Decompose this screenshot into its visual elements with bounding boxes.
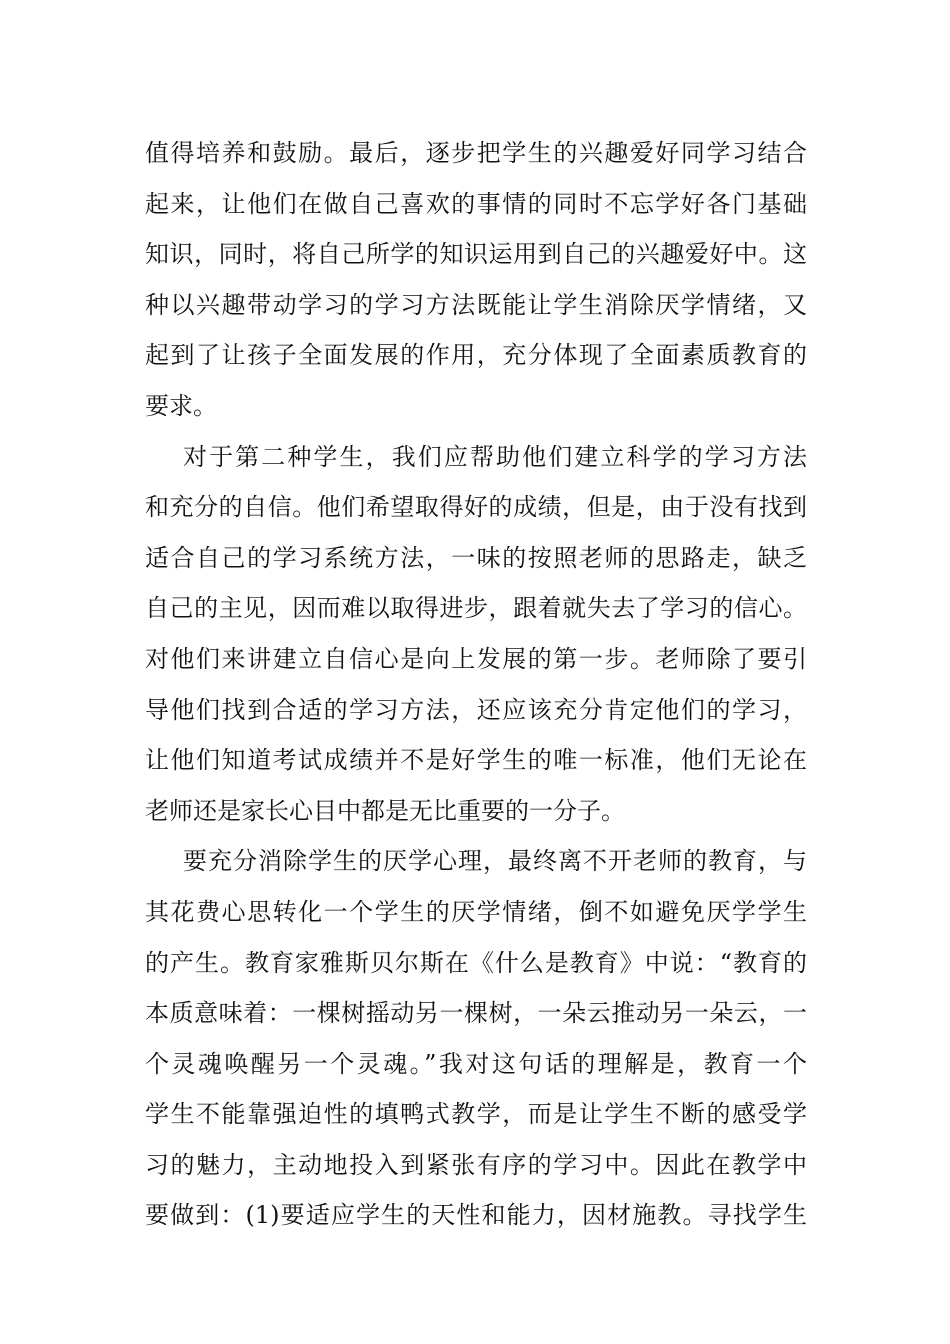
text-line: 学生不能靠强迫性的填鸭式教学，而是让学生不断的感受学	[145, 1100, 807, 1129]
text-line: 让他们知道考试成绩并不是好学生的唯一标准，他们无论在	[145, 746, 807, 775]
body-text	[145, 128, 807, 1241]
text-line: 其花费心思转化一个学生的厌学情绪，倒不如避免厌学学生	[145, 897, 807, 926]
text-line: 值得培养和鼓励。最后，逐步把学生的兴趣爱好同学习结合	[145, 139, 807, 167]
text-line: 自己的主见，因而难以取得进步，跟着就失去了学习的信心。	[145, 594, 807, 623]
paragraph-1	[145, 128, 807, 432]
text-line: 适合自己的学习系统方法，一味的按照老师的思路走，缺乏	[145, 543, 807, 572]
text-line: 习的魅力，主动地投入到紧张有序的学习中。因此在教学中	[145, 1150, 807, 1179]
paragraph-2	[145, 432, 807, 837]
text-line: 本质意味着：一棵树摇动另一棵树，一朵云推动另一朵云，一	[145, 999, 807, 1028]
text-line: 导他们找到合适的学习方法，还应该充分肯定他们的学习，	[145, 695, 807, 724]
text-line: 对他们来讲建立自信心是向上发展的第一步。老师除了要引	[145, 644, 807, 673]
text-line: 对于第二种学生，我们应帮助他们建立科学的学习方法	[183, 442, 807, 471]
text-line: 种以兴趣带动学习的学习方法既能让学生消除厌学情绪，又	[145, 290, 807, 319]
text-line: 老师还是家长心目中都是无比重要的一分子。	[145, 796, 625, 825]
text-line: 的产生。教育家雅斯贝尔斯在《什么是教育》中说：“教育的	[145, 948, 807, 977]
text-line: 知识，同时，将自己所学的知识运用到自己的兴趣爱好中。这	[145, 240, 807, 269]
text-line: 个灵魂唤醒另一个灵魂。”我对这句话的理解是，教育一个	[145, 1049, 807, 1078]
text-line: 要求。	[145, 391, 217, 420]
paragraph-3	[145, 836, 807, 1241]
text-line: 和充分的自信。他们希望取得好的成绩，但是，由于没有找到	[145, 493, 807, 522]
text-line: 起到了让孩子全面发展的作用，充分体现了全面素质教育的	[145, 341, 807, 370]
text-line: 要充分消除学生的厌学心理，最终离不开老师的教育，与	[183, 847, 807, 876]
text-line: 起来，让他们在做自己喜欢的事情的同时不忘学好各门基础	[145, 189, 807, 218]
text-line: 要做到：(1)要适应学生的天性和能力，因材施教。寻找学生	[145, 1201, 807, 1230]
